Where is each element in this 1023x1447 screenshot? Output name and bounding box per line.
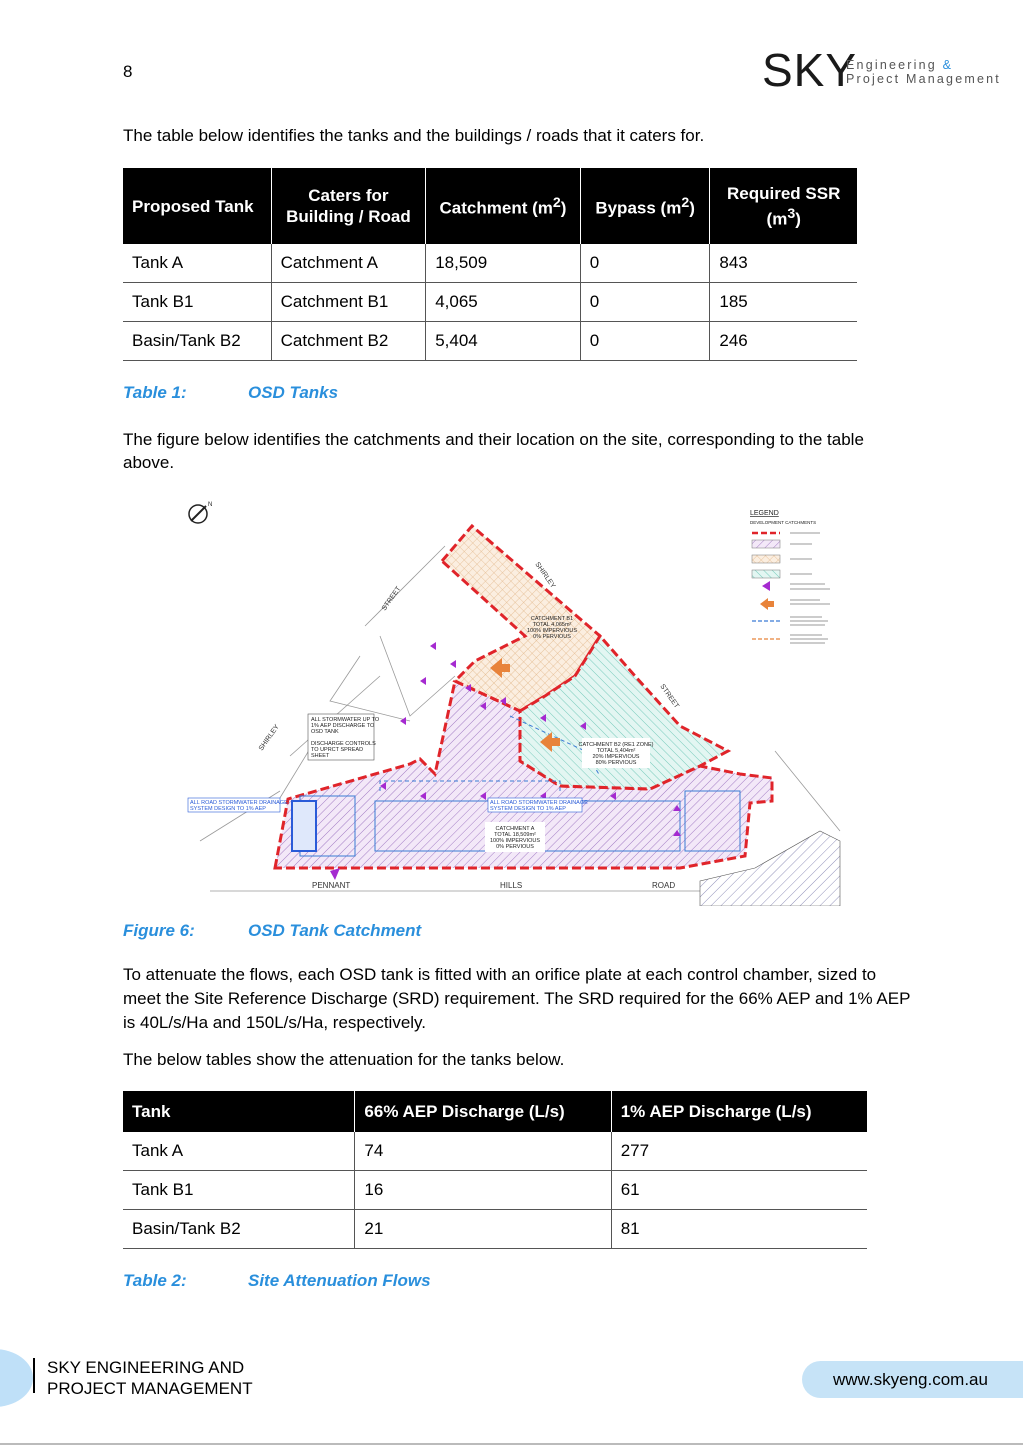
street-label-shirley-top: SHIRLEY: [533, 561, 557, 590]
road-note-left-line2: SYSTEM DESIGN TO 1% AEP: [190, 806, 266, 812]
catchment-b1-label: [527, 616, 577, 640]
footer-company-name: [47, 1357, 253, 1399]
legend-swatch-b1: [752, 555, 780, 563]
legend-flow-arrow-icon: [762, 581, 770, 591]
b2-impervious: 20% IMPERVIOUS: [592, 754, 640, 760]
table-cell: Catchment A: [271, 244, 426, 283]
attenuation-table: [123, 1091, 867, 1249]
caption-title: Site Attenuation Flows: [248, 1271, 431, 1290]
table-row: [123, 1132, 867, 1171]
street-label-street-right: STREET: [658, 683, 680, 710]
footer-company-line1: SKY ENGINEERING AND: [47, 1358, 245, 1377]
intro-paragraph: The table below identifies the tanks and the buildings / roads that it caters for.: [123, 126, 705, 145]
logo-line2: Project Management: [846, 72, 1001, 86]
figure-legend: [750, 510, 830, 643]
page-number: 8: [123, 62, 133, 81]
note-line-6: SHEET: [311, 753, 330, 759]
table-cell: 0: [580, 322, 710, 361]
north-arrow-icon: [189, 502, 212, 523]
table-cell: Tank B1: [123, 283, 271, 322]
b1-total: TOTAL 4,065m²: [532, 622, 572, 628]
table-header-cell: Bypass $(m^2)$: [580, 168, 710, 244]
table2-caption: [123, 1271, 431, 1291]
road-note-mid-line1: ALL ROAD STORMWATER DRAINAGE: [490, 800, 588, 806]
table-row: [123, 283, 857, 322]
legend-title: LEGEND: [750, 510, 779, 517]
below-tables-paragraph: The below tables show the attenuation for the tanks below.: [123, 1050, 565, 1069]
table-row: [123, 244, 857, 283]
table-row: [123, 322, 857, 361]
a-total: TOTAL 18,509m²: [494, 832, 536, 838]
table-cell: 74: [355, 1132, 611, 1171]
legend-swatch-a: [752, 540, 780, 548]
company-logo: [762, 44, 1002, 96]
page-bottom-border: [0, 1443, 1023, 1445]
table-cell: Tank A: [123, 244, 271, 283]
legend-swatch-b2: [752, 570, 780, 578]
table-cell: 246: [710, 322, 857, 361]
table-cell: 61: [611, 1171, 867, 1210]
footer-divider: [33, 1358, 35, 1393]
table-header-cell: Tank: [123, 1091, 355, 1132]
table-header-row: [123, 168, 857, 244]
caption-label: Table 1:: [123, 383, 187, 402]
table-header-cell: 66% AEP Discharge (L/s): [355, 1091, 611, 1132]
road-note-mid-line2: SYSTEM DESIGN TO 1% AEP: [490, 806, 566, 812]
table-header-row: [123, 1091, 867, 1132]
street-label-pennant: PENNANT: [312, 881, 351, 890]
table-cell: Basin/Tank B2: [123, 1210, 355, 1249]
catchment-site-plan: [180, 496, 845, 906]
note-line-5: TO UPRCT SPREAD: [311, 747, 364, 753]
road-drainage-note-mid: [488, 798, 588, 812]
caption-label: Figure 6:: [123, 921, 195, 940]
footer-company-line2: PROJECT MANAGEMENT: [47, 1379, 253, 1398]
table-cell: Tank A: [123, 1132, 355, 1171]
table-cell: 277: [611, 1132, 867, 1171]
street-label-hills: HILLS: [500, 881, 523, 890]
table-cell: 0: [580, 283, 710, 322]
note-line-2: 1% AEP DISCHARGE TO: [311, 723, 375, 729]
a-title: CATCHMENT A: [495, 826, 535, 832]
table-cell: 18,509: [426, 244, 581, 283]
b2-title: CATCHMENT B2 (RE1 ZONE): [578, 742, 654, 748]
table-row: [123, 1210, 867, 1249]
table-cell: 81: [611, 1210, 867, 1249]
catchment-b2-label: [579, 738, 654, 768]
road-note-left-line1: ALL ROAD STORMWATER DRAINAGE: [190, 800, 288, 806]
street-label-street-left: STREET: [380, 585, 403, 613]
note-line-1: ALL STORMWATER UP TO: [311, 717, 380, 723]
b2-pervious: 80% PERVIOUS: [595, 760, 637, 766]
table-cell: 4,065: [426, 283, 581, 322]
table-cell: 16: [355, 1171, 611, 1210]
catchment-a-label: [485, 822, 545, 852]
table-cell: 185: [710, 283, 857, 322]
table-cell: Catchment B2: [271, 322, 426, 361]
table-header-cell: 1% AEP Discharge (L/s): [611, 1091, 867, 1132]
table-header-cell: Proposed Tank: [123, 168, 271, 244]
osd-tank-left: [292, 801, 316, 851]
caption-label: Table 2:: [123, 1271, 187, 1290]
footer-website-pill: [802, 1361, 1023, 1398]
logo-amp: &: [942, 58, 954, 72]
street-label-shirley-left: SHIRLEY: [257, 723, 281, 753]
table-cell: 0: [580, 244, 710, 283]
table-cell: 843: [710, 244, 857, 283]
table-cell: 5,404: [426, 322, 581, 361]
table-cell: 21: [355, 1210, 611, 1249]
road-drainage-note-left: [188, 798, 288, 812]
osd-tanks-table: [123, 168, 857, 361]
note-line-3: OSD TANK: [311, 729, 339, 735]
attenuation-paragraph: To attenuate the flows, each OSD tank is fitted with an orifice plate at each control chamber, sized to meet the Site Reference Discharge (SRD) requirement. The SRD required for the 66% AEP and 1% AEP is 40L/s/Ha and 150L/s/Ha, respectively.: [123, 965, 911, 1032]
table-cell: Catchment B1: [271, 283, 426, 322]
table1-caption: [123, 383, 338, 403]
a-pervious: 0% PERVIOUS: [496, 844, 534, 850]
table-row: [123, 1171, 867, 1210]
b1-title: CATCHMENT B1: [530, 616, 574, 622]
b2-total: TOTAL 5,404m²: [596, 748, 636, 754]
footer-website-link[interactable]: www.skyeng.com.au: [833, 1370, 988, 1389]
legend-connection-arrow-icon: [760, 598, 774, 610]
footer-decoration: [0, 1349, 33, 1407]
logo-line1: Engineering: [846, 58, 937, 72]
caption-title: OSD Tank Catchment: [248, 921, 422, 940]
osd-discharge-note: [308, 714, 380, 760]
table-header-cell: Catchment $(m^2)$: [426, 168, 581, 244]
a-impervious: 100% IMPERVIOUS: [489, 838, 541, 844]
b1-pervious: 0% PERVIOUS: [533, 634, 571, 640]
table-cell: Basin/Tank B2: [123, 322, 271, 361]
logo-text: [846, 58, 1001, 86]
figure6-caption: [123, 921, 421, 941]
street-label-road: ROAD: [652, 881, 676, 890]
table-cell: Tank B1: [123, 1171, 355, 1210]
svg-text:N: N: [208, 502, 213, 508]
note-line-4: DISCHARGE CONTROLS: [311, 741, 376, 747]
logo-mark: SKY: [762, 44, 858, 96]
b1-impervious: 100% IMPERVIOUS: [526, 628, 578, 634]
figure-intro-paragraph: The figure below identifies the catchments and their location on the site, corresponding to the table above.: [123, 430, 864, 472]
table-header-cell: Required SSR $(m^3)$: [710, 168, 857, 244]
legend-subtitle: DEVELOPMENT CATCHMENTS: [750, 520, 817, 525]
caption-title: OSD Tanks: [248, 383, 339, 402]
table-header-cell: Caters for Building / Road: [271, 168, 426, 244]
